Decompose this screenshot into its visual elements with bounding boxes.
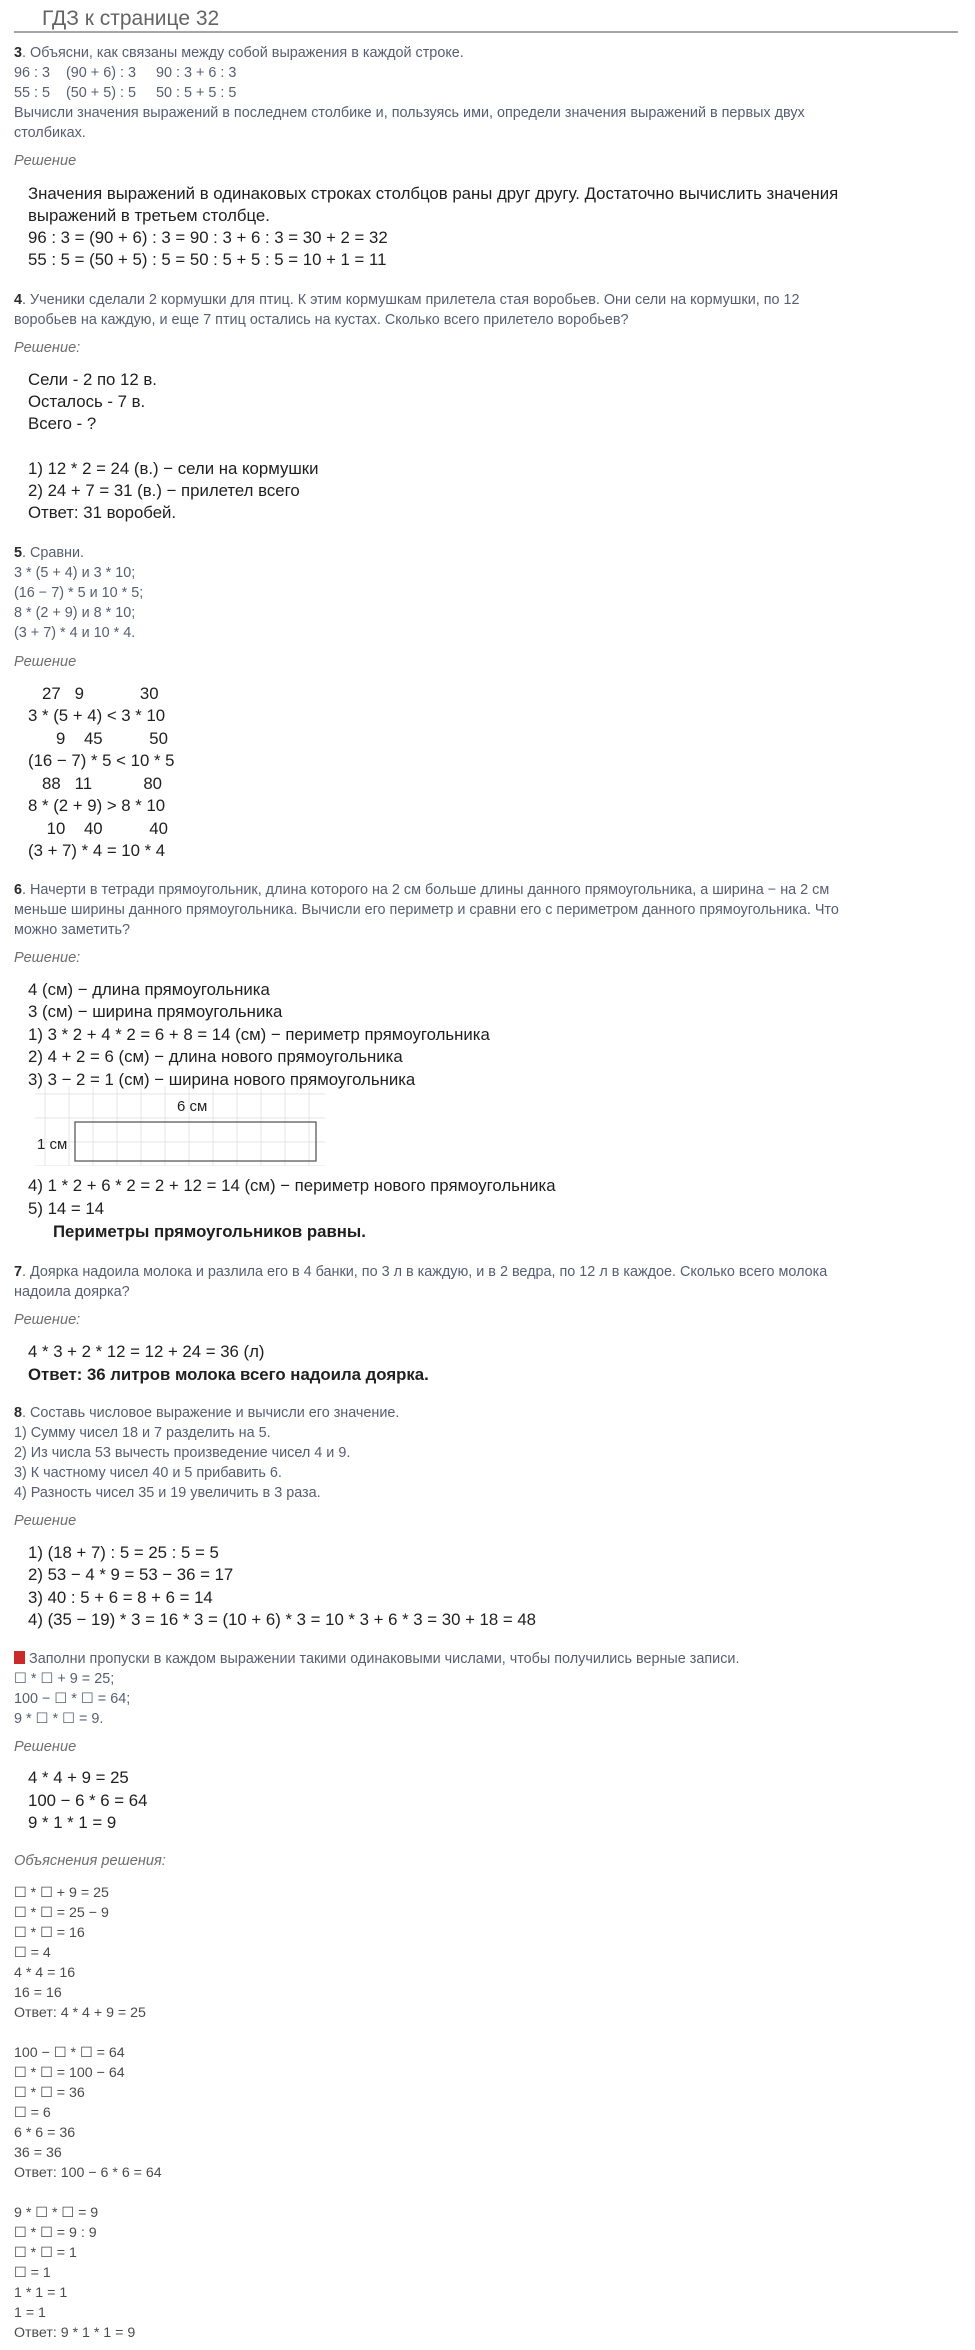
task8-question-line: 3) К частному чисел 40 и 5 прибавить 6.: [14, 1465, 282, 1481]
task9-answer-line: 4 * 4 + 9 = 25: [28, 1768, 129, 1787]
task5-answer-line: (3 + 7) * 4 = 10 * 4: [28, 841, 166, 860]
explanation-line: Ответ: 100 − 6 * 6 = 64: [14, 2165, 162, 2181]
task8-answer-line: 4) (35 − 19) * 3 = 16 * 3 = (10 + 6) * 3 = 10 * 3 + 6 * 3 = 30 + 18 = 48: [28, 1610, 536, 1629]
task5-answer-line: 27 9 30: [28, 684, 159, 703]
task7-question: [14, 1262, 827, 1282]
task9-question-line: Заполни пропуски в каждом выражении такими одинаковыми числами, чтобы получились верные записи.: [29, 1651, 740, 1667]
task3-answer-line: Значения выражений в одинаковых строках столбцов раны друг другу. Достаточно вычислить значения: [28, 184, 839, 203]
task5-answer-line: 10 40 40: [28, 819, 168, 838]
task7-number: 7: [14, 1264, 23, 1280]
solution-label: Решение:: [14, 1312, 81, 1328]
task8-question-line: 2) Из числа 53 вычесть произведение чисел 4 и 9.: [14, 1445, 351, 1461]
task-number-marker-icon: [14, 1651, 25, 1664]
explanation-line: 4 * 4 = 16: [14, 1965, 76, 1981]
task6-answer-line: 3 (см) − ширина прямоугольника: [28, 1002, 283, 1021]
solution-label: Решение: [14, 153, 77, 169]
task5-question: [14, 543, 84, 563]
task6-question-line: . Начерти в тетради прямоугольник, длина которого на 2 см больше длины данного прямоугольника, а ширина − на 2 см: [22, 882, 830, 898]
task4-answer-line: Всего - ?: [28, 414, 97, 433]
explanation-line: ☐ * ☐ = 9 : 9: [14, 2225, 97, 2241]
task3-number: 3: [14, 45, 23, 61]
task6-answer-line: 4 (см) − длина прямоугольника: [28, 980, 270, 999]
task9-question-line: 9 * ☐ * ☐ = 9.: [14, 1711, 104, 1727]
explanation-line: ☐ * ☐ = 36: [14, 2085, 85, 2101]
task3-question-line: столбиках.: [14, 125, 86, 141]
task5-answer-line: 88 11 80: [28, 774, 163, 793]
task5-answer-line: 8 * (2 + 9) > 8 * 10: [28, 796, 166, 815]
task5-question-line: . Сравни.: [22, 545, 85, 561]
task7-question-line: . Доярка надоила молока и разлила его в 4 банки, по 3 л в каждую, и в 2 ведра, по 12 л в каждое. Сколько всего молока: [22, 1264, 828, 1280]
task7-answer-line: 4 * 3 + 2 * 12 = 12 + 24 = 36 (л): [28, 1342, 265, 1361]
task8-number: 8: [14, 1405, 23, 1421]
title-divider: [14, 31, 958, 33]
explanation-line: 9 * ☐ * ☐ = 9: [14, 2205, 99, 2221]
task7-question-line: надоила доярка?: [14, 1284, 130, 1300]
task6-answer-line: 4) 1 * 2 + 6 * 2 = 2 + 12 = 14 (см) − периметр нового прямоугольника: [28, 1176, 556, 1195]
solution-label: Решение:: [14, 340, 81, 356]
explanation-line: ☐ * ☐ + 9 = 25: [14, 1885, 109, 1901]
task3-question-line: Вычисли значения выражений в последнем столбике и, пользуясь ими, определи значения выражений в первых двух: [14, 105, 805, 121]
explanation-line: 100 − ☐ * ☐ = 64: [14, 2045, 125, 2061]
explanation-line: 1 = 1: [14, 2305, 46, 2321]
task3-row: 55 : 5 (50 + 5) : 5 50 : 5 + 5 : 5: [14, 85, 237, 101]
explanation-line: Ответ: 4 * 4 + 9 = 25: [14, 2005, 146, 2021]
task4-question-line: воробьев на каждую, и еще 7 птиц остались на кустах. Сколько всего прилетело воробьев?: [14, 312, 629, 328]
explanation-line: 36 = 36: [14, 2145, 62, 2161]
rectangle-length-label: 6 см: [177, 1098, 208, 1115]
task4-number: 4: [14, 292, 23, 308]
task4-question: [14, 290, 800, 310]
task8-question-line: . Составь числовое выражение и вычисли его значение.: [22, 1405, 400, 1421]
page-title: ГДЗ к странице 32: [42, 7, 220, 30]
task3-answer-line: выражений в третьем столбце.: [28, 206, 270, 225]
task3-row: 96 : 3 (90 + 6) : 3 90 : 3 + 6 : 3: [14, 65, 237, 81]
task5-question-line: 3 * (5 + 4) и 3 * 10;: [14, 565, 136, 581]
task6-question-line: можно заметить?: [14, 922, 131, 938]
rectangle-width-label: 1 см: [37, 1136, 68, 1153]
explanation-line: 6 * 6 = 36: [14, 2125, 76, 2141]
task8-question-line: 1) Сумму чисел 18 и 7 разделить на 5.: [14, 1425, 271, 1441]
task7-answer-line: Ответ: 36 литров молока всего надоила доярка.: [28, 1365, 429, 1384]
task3-question: [14, 43, 464, 63]
task6-question-line: меньше ширины данного прямоугольника. Вычисли его периметр и сравни его с периметром данного прямоугольника. Что: [14, 902, 839, 918]
explanation-line: ☐ * ☐ = 25 − 9: [14, 1905, 109, 1921]
task8-question-line: 4) Разность чисел 35 и 19 увеличить в 3 раза.: [14, 1485, 321, 1501]
task9-question-line: ☐ * ☐ + 9 = 25;: [14, 1671, 115, 1687]
task3-answer-line: 55 : 5 = (50 + 5) : 5 = 50 : 5 + 5 : 5 = 10 + 1 = 11: [28, 250, 387, 269]
task4-answer-line: Ответ: 31 воробей.: [28, 503, 177, 522]
task6-answer-line: 1) 3 * 2 + 4 * 2 = 6 + 8 = 14 (см) − периметр прямоугольника: [28, 1025, 490, 1044]
explanation-line: 16 = 16: [14, 1985, 62, 2001]
task6-answer-line: 5) 14 = 14: [28, 1199, 105, 1218]
explanation-line: ☐ = 4: [14, 1945, 51, 1961]
task9-question: [14, 1649, 739, 1669]
explanation-line: ☐ = 1: [14, 2265, 51, 2281]
task4-answer-line: Осталось - 7 в.: [28, 392, 146, 411]
task6-conclusion: Периметры прямоугольников равны.: [53, 1222, 366, 1241]
explanation-line: ☐ * ☐ = 1: [14, 2245, 77, 2261]
task3-answer-line: 96 : 3 = (90 + 6) : 3 = 90 : 3 + 6 : 3 = 30 + 2 = 32: [28, 228, 388, 247]
explanation-line: ☐ * ☐ = 16: [14, 1925, 85, 1941]
task8-question: [14, 1403, 399, 1423]
task5-answer-line: (16 − 7) * 5 < 10 * 5: [28, 751, 175, 770]
task6-answer-line: 3) 3 − 2 = 1 (см) − ширина нового прямоугольника: [28, 1070, 416, 1089]
task6-number: 6: [14, 882, 23, 898]
task5-question-line: (3 + 7) * 4 и 10 * 4.: [14, 625, 136, 641]
explanation-line: 1 * 1 = 1: [14, 2285, 68, 2301]
task6-answer-line: 2) 4 + 2 = 6 (см) − длина нового прямоугольника: [28, 1047, 403, 1066]
explanation-line: ☐ * ☐ = 100 − 64: [14, 2065, 125, 2081]
task4-answer-line: 2) 24 + 7 = 31 (в.) − прилетел всего: [28, 481, 300, 500]
explanation-label: Объяснения решения:: [14, 1853, 166, 1869]
task9-answer-line: 100 − 6 * 6 = 64: [28, 1791, 148, 1810]
task4-question-line: . Ученики сделали 2 кормушки для птиц. К этим кормушкам прилетела стая воробьев. Они сели на кормушки, по 12: [22, 292, 800, 308]
task5-answer-line: 3 * (5 + 4) < 3 * 10: [28, 706, 166, 725]
task9-question-line: 100 − ☐ * ☐ = 64;: [14, 1691, 131, 1707]
solution-label: Решение: [14, 654, 77, 670]
task4-answer-line: 1) 12 * 2 = 24 (в.) − сели на кормушки: [28, 459, 319, 478]
solution-label: Решение:: [14, 950, 81, 966]
task9-answer-line: 9 * 1 * 1 = 9: [28, 1813, 117, 1832]
solution-label: Решение: [14, 1739, 77, 1755]
task5-answer-line: 9 45 50: [28, 729, 168, 748]
task3-question-line: . Объясни, как связаны между собой выражения в каждой строке.: [22, 45, 464, 61]
task4-answer-line: Сели - 2 по 12 в.: [28, 370, 157, 389]
solution-label: Решение: [14, 1513, 77, 1529]
task8-answer-line: 3) 40 : 5 + 6 = 8 + 6 = 14: [28, 1588, 213, 1607]
task8-answer-line: 1) (18 + 7) : 5 = 25 : 5 = 5: [28, 1543, 219, 1562]
rectangle-figure: [35, 1086, 325, 1166]
explanation-line: Ответ: 9 * 1 * 1 = 9: [14, 2325, 136, 2341]
task8-answer-line: 2) 53 − 4 * 9 = 53 − 36 = 17: [28, 1565, 234, 1584]
task6-question: [14, 880, 829, 900]
task5-question-line: 8 * (2 + 9) и 8 * 10;: [14, 605, 136, 621]
task5-number: 5: [14, 545, 23, 561]
explanation-line: ☐ = 6: [14, 2105, 51, 2121]
task5-question-line: (16 − 7) * 5 и 10 * 5;: [14, 585, 144, 601]
